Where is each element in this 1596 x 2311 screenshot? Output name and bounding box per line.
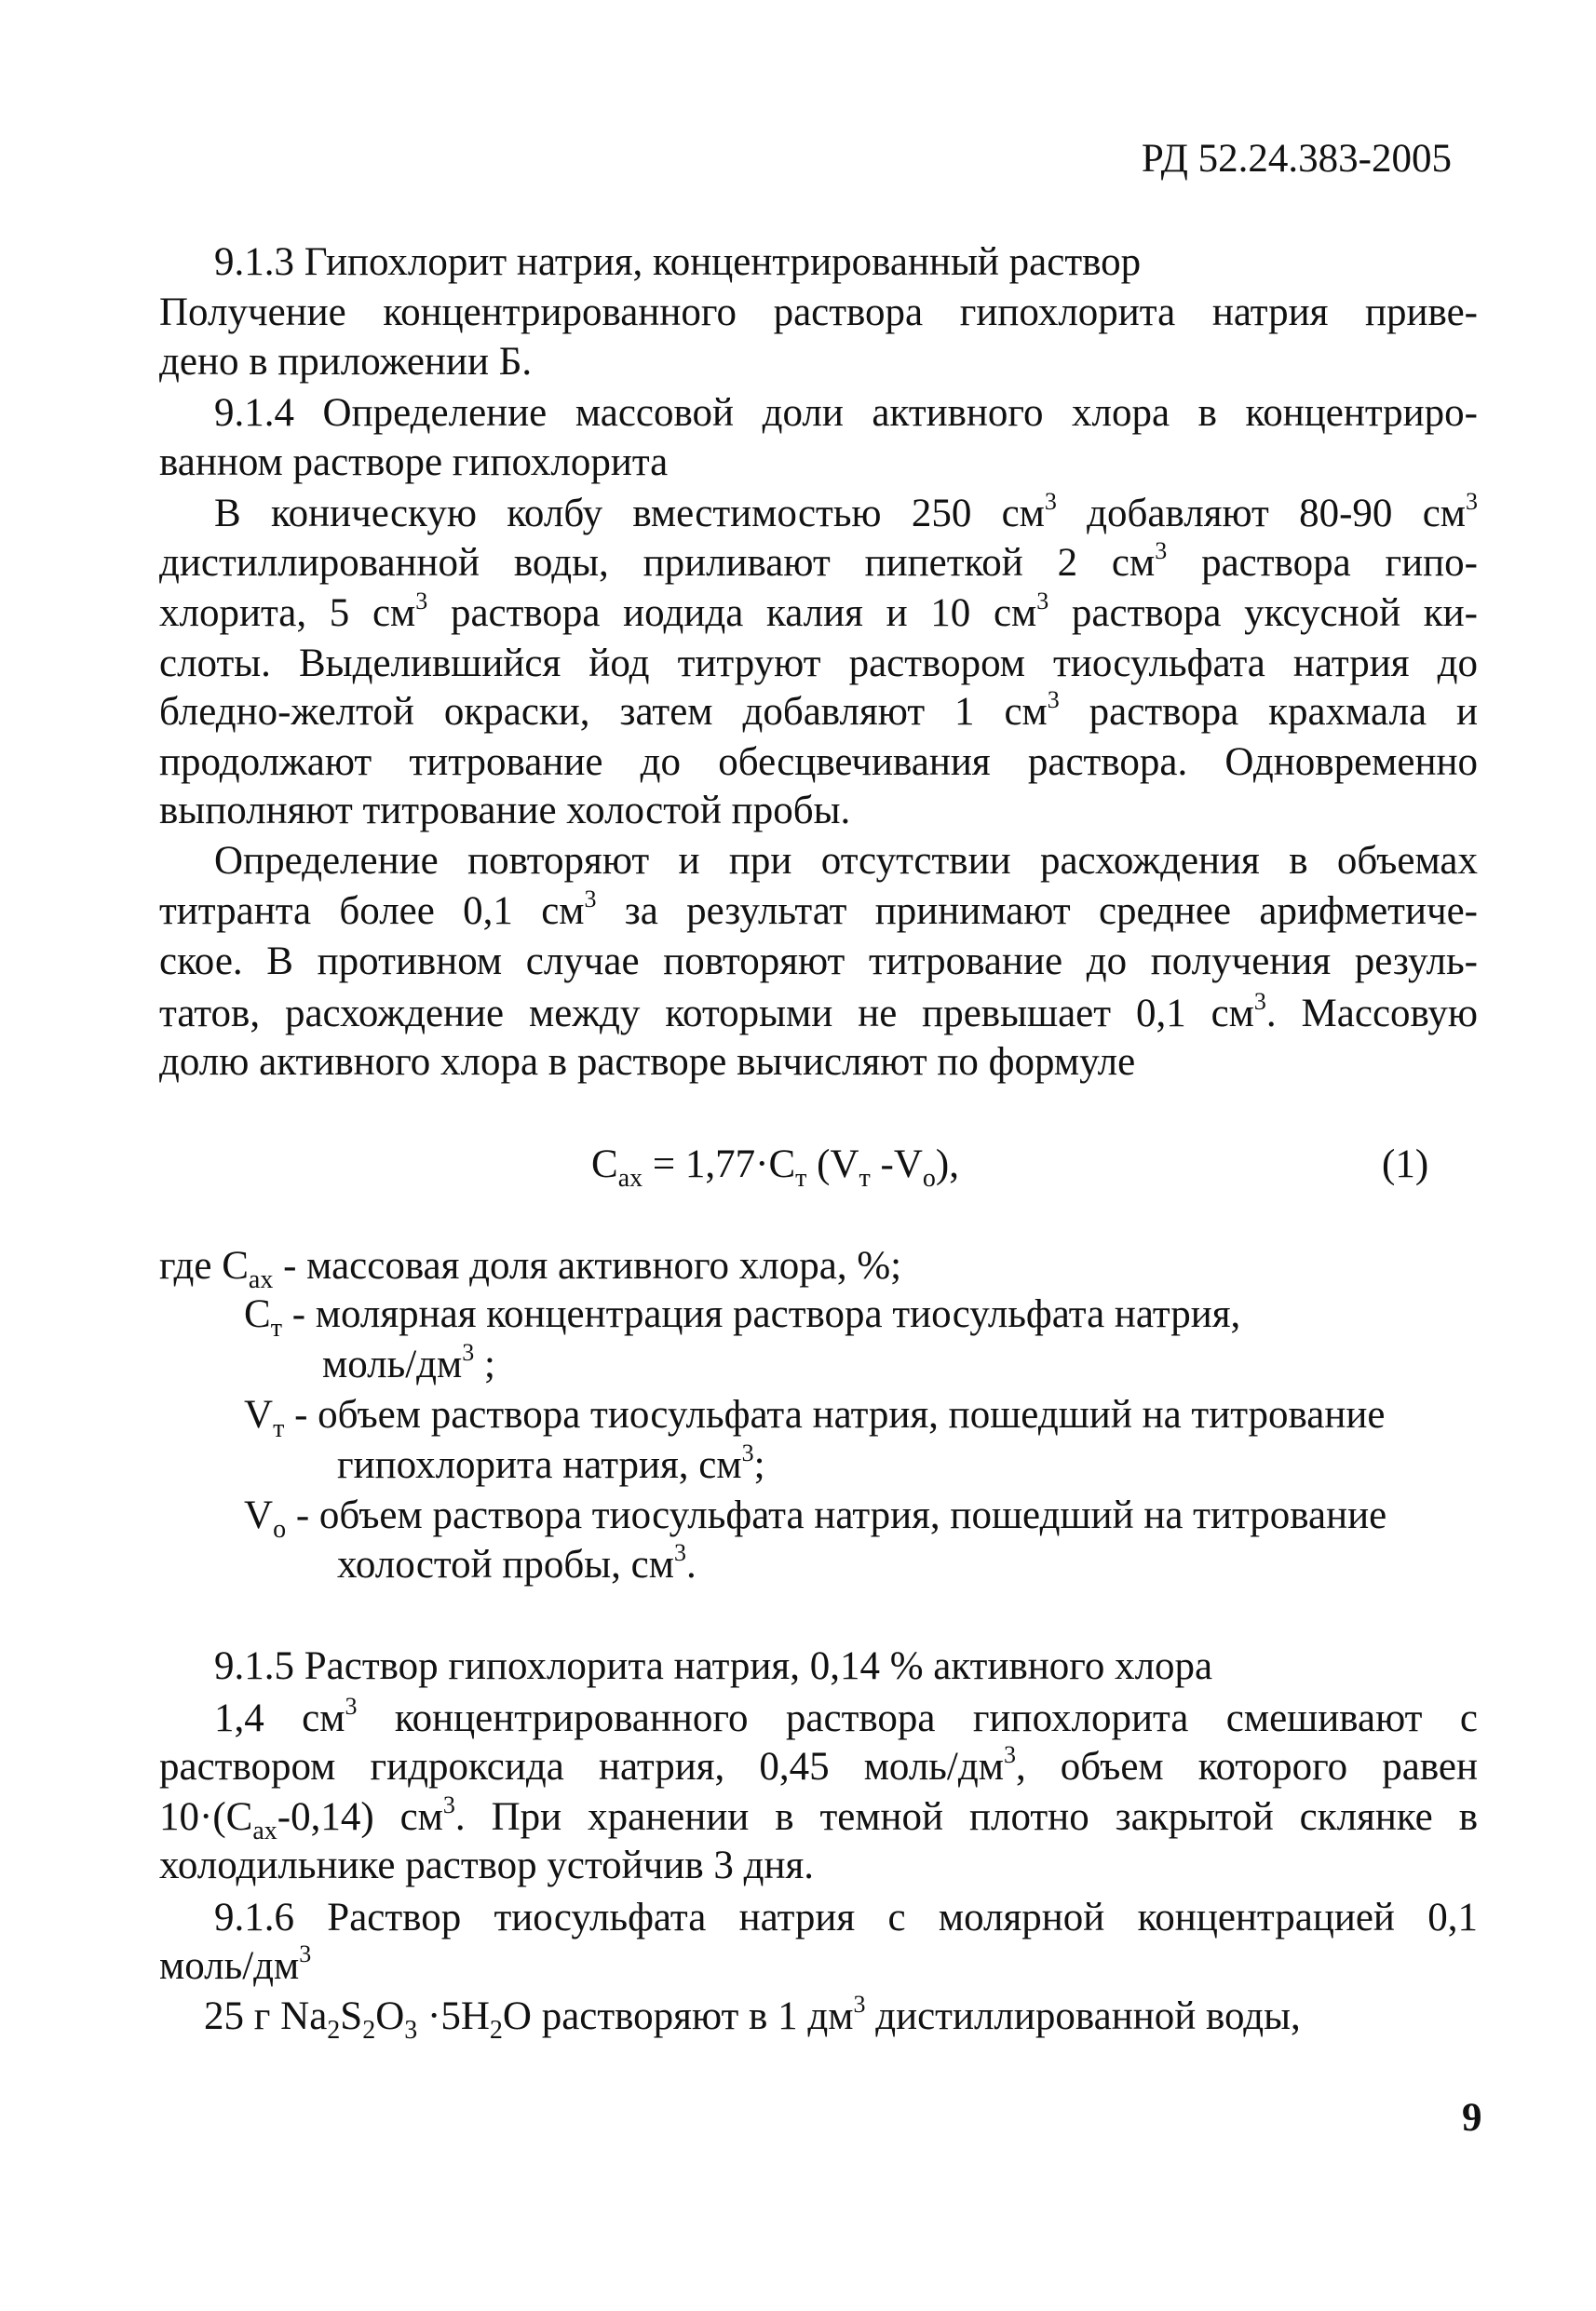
subscript: 2 [489,2016,503,2045]
superscript: 3 [415,588,428,615]
superscript: 3 [1044,488,1057,515]
text-segment: В коническую колбу вместимостью 250 см [214,492,1045,535]
subscript: ах [617,1164,643,1193]
text-segment: моль/дм [322,1343,463,1386]
text-segment: Получение концентрированного раствора гипохлорита натрия приве- [159,291,1478,334]
superscript: 3 [1047,686,1060,713]
text-line [159,737,1478,788]
text-line [159,1841,814,1891]
text-segment: ское. В противном случае повторяют титрование до получения резуль- [159,939,1478,983]
text-segment: 9.1.4 Определение массовой доли активного хлора в концентриро- [214,391,1478,435]
text-segment: ванном растворе гипохлорита [159,440,669,484]
text-line [244,1491,1387,1544]
text-segment: раствора крахмала и [1059,690,1478,734]
text-segment: 25 г Na [204,1994,328,2038]
text-segment: -V [870,1142,923,1186]
text-line [159,687,1478,737]
text-segment: моль/дм [159,1944,300,1988]
text-line [337,1440,765,1491]
text-segment: концентрированного раствора гипохлорита смешивают с [357,1696,1478,1740]
text-line [214,836,1478,886]
text-line [159,886,1478,937]
text-segment: титранта более 0,1 см [159,889,585,933]
text-segment: дистиллированной воды, приливают пипеткой 2 см [159,541,1156,585]
text-line [159,1742,1478,1792]
text-line [214,1893,1478,1943]
text-segment: -0,14) см [277,1795,443,1839]
text-segment: раствора иодида калия и 10 см [427,591,1037,635]
text-segment: ; [753,1443,765,1487]
text-segment: . [685,1543,697,1587]
text-segment: - объем раствора тиосульфата натрия, пошедший на титрование [286,1493,1387,1537]
text-line [159,288,1478,338]
superscript: 3 [462,1339,475,1366]
text-segment: V [244,1393,274,1437]
superscript: 3 [1036,588,1049,615]
text-line [159,438,668,488]
text-line [214,237,1141,288]
subscript: ах [248,1265,274,1294]
text-line [244,1390,1386,1443]
subscript: о [273,1515,287,1544]
text-segment: ; [474,1343,495,1386]
text-segment: где С [159,1244,249,1288]
text-line [159,786,850,836]
text-line [322,1340,495,1390]
text-segment: раствором гидроксида натрия, 0,45 моль/дм [159,1745,1004,1789]
text-line [159,1037,1135,1088]
text-segment: С [591,1142,618,1186]
text-line [159,1241,902,1294]
subscript: т [859,1164,871,1193]
text-segment: слоты. Выделившийся йод титруют раствором тиосульфата натрия до [159,642,1478,685]
text-segment: - молярная концентрация раствора тиосульфата натрия, [281,1292,1241,1336]
text-line [159,1792,1478,1843]
text-segment: , объем которого равен [1015,1745,1478,1789]
text-segment: (V [806,1142,859,1186]
text-line [159,337,532,387]
superscript: 3 [1155,537,1168,564]
subscript: о [922,1164,936,1193]
superscript: 3 [741,1439,754,1466]
subscript: 2 [362,2016,376,2045]
text-line [159,639,1478,689]
text-segment: гипохлорита натрия, см [337,1443,742,1487]
text-line [337,1540,697,1590]
superscript: 3 [299,1940,312,1967]
text-line [159,989,1478,1039]
text-segment: добавляют 80-90 см [1056,492,1466,535]
text-segment: продолжают титрование до обесцвечивания раствора. Одновременно [159,740,1478,784]
text-line [159,588,1478,639]
text-line [244,1290,1241,1343]
text-segment: С [244,1292,271,1336]
text-line [214,1694,1478,1744]
text-segment: раствора уксусной ки- [1048,591,1478,635]
subscript: т [270,1314,282,1343]
text-segment: выполняют титрование холостой пробы. [159,789,851,832]
text-segment: хлорита, 5 см [159,591,416,635]
text-line [159,937,1478,987]
text-segment: - объем раствора тиосульфата натрия, пошедший на титрование [284,1393,1386,1437]
text-segment: 9.1.5 Раствор гипохлорита натрия, 0,14 % активного хлора [214,1644,1213,1688]
subscript: т [795,1164,807,1193]
subscript: 3 [404,2016,418,2045]
text-segment: (1) [1382,1142,1429,1186]
text-segment: O растворяют в 1 дм [502,1994,854,2038]
superscript: 3 [853,1991,866,2018]
text-line [204,1991,1301,2045]
text-segment: долю активного хлора в растворе вычисляют по формуле [159,1040,1136,1084]
text-segment: Определение повторяют и при отсутствии расхождения в объемах [214,839,1478,883]
text-segment: = 1,77·С [642,1142,796,1186]
text-segment: 1,4 см [214,1696,345,1740]
text-segment: . Массовую [1265,992,1478,1035]
text-segment: 10·(С [159,1795,253,1839]
subscript: ах [252,1817,277,1845]
text-segment: . При хранении в темной плотно закрытой склянке в [454,1795,1478,1839]
formula [591,1140,959,1193]
text-segment: 9.1.3 Гипохлорит натрия, концентрированный раствор [214,240,1142,284]
superscript: 3 [1253,988,1266,1015]
text-line [159,1941,311,1992]
superscript: 3 [673,1539,686,1566]
text-segment: за результат принимают среднее арифметиче- [596,889,1478,933]
subscript: 2 [327,2016,341,2045]
superscript: 3 [1466,488,1478,515]
page-number: 9 [1462,2096,1482,2140]
text-segment: дистиллированной воды, [865,1994,1301,2038]
text-segment: бледно-желтой окраски, затем добавляют 1 см [159,690,1048,734]
text-segment: раствора гипо- [1167,541,1478,585]
superscript: 3 [1003,1741,1016,1768]
subscript: т [273,1414,285,1443]
text-line [214,489,1478,539]
text-segment: 9.1.6 Раствор тиосульфата натрия с молярной концентрацией 0,1 [214,1896,1478,1939]
superscript: 3 [345,1693,358,1720]
text-line [214,1642,1212,1692]
text-segment: татов, расхождение между которыми не превышает 0,1 см [159,992,1254,1035]
text-line [159,538,1478,588]
text-segment: холостой пробы, см [337,1543,674,1587]
formula-number [1382,1140,1428,1190]
superscript: 3 [442,1791,455,1818]
text-segment: - массовая доля активного хлора, %; [273,1244,902,1288]
text-segment: O [375,1994,405,2038]
superscript: 3 [584,885,597,912]
text-segment: S [340,1994,363,2038]
text-line [214,388,1478,439]
text-segment: V [244,1493,274,1537]
text-segment: дено в приложении Б. [159,340,533,384]
text-segment: холодильнике раствор устойчив 3 дня. [159,1844,815,1887]
text-segment: ), [935,1142,959,1186]
document-code: РД 52.24.383-2005 [1141,137,1452,181]
text-segment: ·5H [417,1994,490,2038]
